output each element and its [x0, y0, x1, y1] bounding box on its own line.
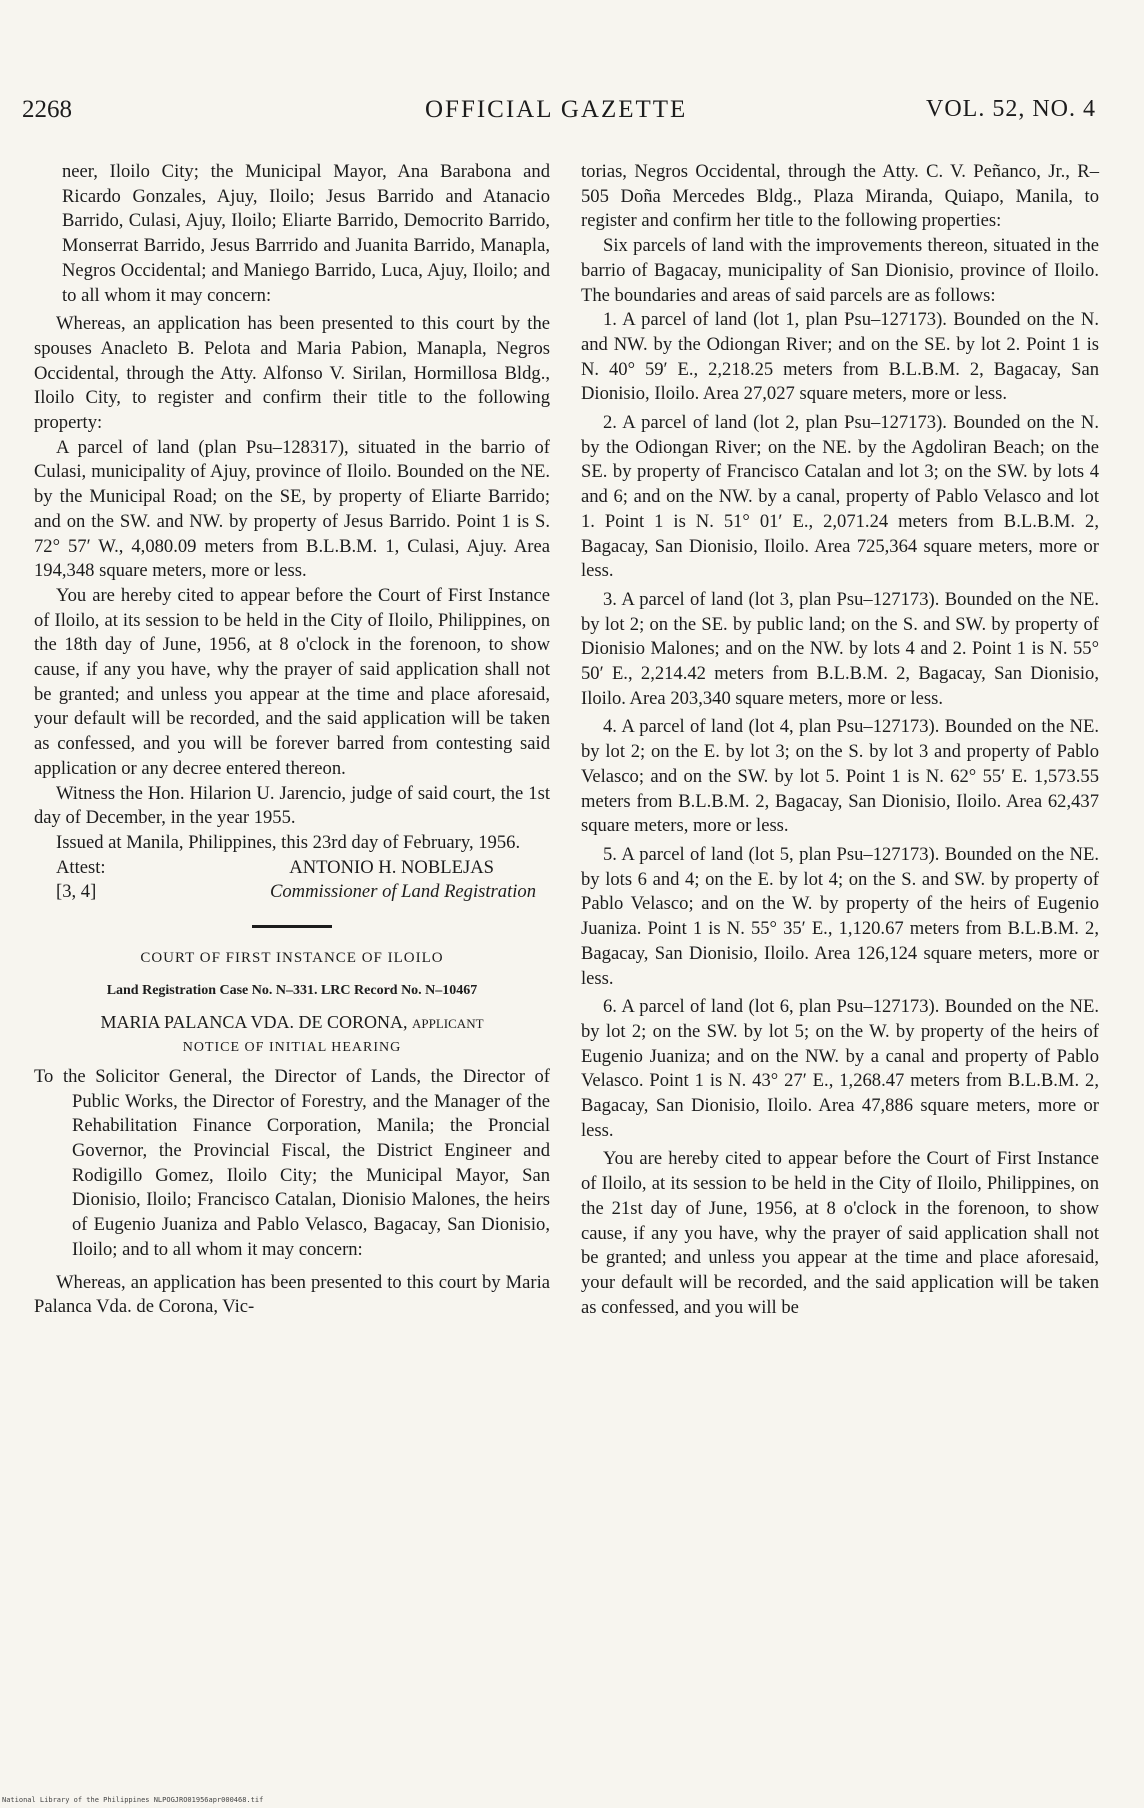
scan-footer: National Library of the Philippines NLPOGJRO01956apr000468.tif — [2, 1796, 264, 1804]
whereas-second: Whereas, an application has been presented to this court by Maria Palanca Vda. de Corona, Vic- — [34, 1271, 550, 1318]
page-header — [0, 96, 1144, 136]
lot-5-description: 5. A parcel of land (lot 5, plan Psu–127173). Bounded on the NE. by lots 6 and 4; on the E. by lot 4; on the S. and SW. by property of Pablo Velasco; and on the W. by property of the heirs of Eugenio Juaniza. Point 1 is N. 55° 35′ E., 1,120.67 meters from B.L.B.M. 2, Bagacay, San Dionisio, Iloilo. Area 126,124 square meters, more or less. — [581, 843, 1099, 989]
issued-paragraph: Issued at Manila, Philippines, this 23rd day of February, 1956. — [56, 831, 521, 853]
volume-number: VOL. 52, NO. 4 — [926, 96, 1096, 122]
attest-line — [34, 856, 550, 881]
section-divider — [252, 925, 332, 928]
court-heading: COURT OF FIRST INSTANCE OF ILOILO — [140, 950, 444, 967]
lot-6-description: 6. A parcel of land (lot 6, plan Psu–127173). Bounded on the NE. by lot 2; on the SW. by lot 5; on the W. by property of the heirs of Eugenio Juaniza; and on the NW. by a canal and property of Pablo Velasco. Point 1 is N. 43° 27′ E., 1,268.47 meters from B.L.B.M. 2, Bagacay, San Dionisio, Iloilo. Area 47,886 square meters, more or less. — [581, 996, 1099, 1141]
attest-title: Commissioner of Land Registration — [269, 881, 536, 903]
notice-heading: NOTICE OF INITIAL HEARING — [182, 1040, 402, 1056]
lot-3-description: 3. A parcel of land (lot 3, plan Psu–127173). Bounded on the NE. by lot 2; on the SE. by public land; on the S. and SW. by property of Dionisio Malones; and on the NW. by lots 4 and 2. Point 1 is N. 55° 50′ E., 2,214.42 meters from B.L.B.M. 2, Bagacay, San Dionisio, Iloilo. Area 203,340 square meters, more or less. — [581, 588, 1099, 709]
whereas-paragraph: Whereas, an application has been presented to this court by the spouses Anacleto B. Pelota and Maria Pabion, Manapla, Negros Occidental, through the Atty. Alfonso V. Sirilan, Hormillosa Bldg., Iloilo City, to register and confirm their title to the following property: — [34, 313, 550, 434]
addressee-continuation: neer, Iloilo City; the Municipal Mayor, Ana Barabona and Ricardo Gonzales, Ajuy, Iloilo; Jesus Barrido and Atanacio Barrido, Culasi, Ajuy, Iloilo; Eliarte Barrido, Democrito Barrido, Monserrat Barrido, Jesus Barrrido and Juanita Barrido, Manapla, Negros Occidental; and Maniego Barrido, Luca, Ajuy, Iloilo; and to all whom it may concern: — [62, 161, 550, 306]
attest-name: ANTONIO H. NOBLEJAS — [289, 856, 494, 878]
parcels-intro: Six parcels of land with the improvements thereon, situated in the barrio of Bagacay, municipality of San Dionisio, province of Iloilo. The boundaries and areas of said parcels are as follows: — [581, 235, 1099, 306]
attest-label: Attest: — [56, 856, 106, 878]
citation-paragraph-2: You are hereby cited to appear before the Court of First Instance of Iloilo, at its session to be held in the City of Iloilo, Philippines, on the 21st day of June, 1956, at 8 o'clock in the forenoon, to show cause, if any you have, why the prayer of said application shall not be granted; and unless you appear at the time and place aforesaid, your default will be recorded, and the said application will be taken as confessed, and you will be — [581, 1148, 1099, 1318]
applicant-heading: MARIA PALANCA VDA. DE CORONA, applicant — [100, 1011, 484, 1032]
left-column — [34, 160, 550, 1320]
applicant-continuation: torias, Negros Occidental, through the Atty. C. V. Peñanco, Jr., R–505 Doña Mercedes Bldg., Plaza Miranda, Quiapo, Manila, to register and confirm her title to the following properties: — [581, 161, 1099, 232]
issue-reference: [3, 4] — [56, 881, 97, 903]
lot-4-description: 4. A parcel of land (lot 4, plan Psu–127173). Bounded on the NE. by lot 2; on the E. by lot 3; on the S. by lot 3 and property of Pablo Velasco; and on the SW. by lot 5. Point 1 is N. 62° 55′ E. 1,573.55 meters from B.L.B.M. 2, Bagacay, San Dionisio, Iloilo. Area 62,437 square meters, more or less. — [581, 716, 1099, 837]
witness-paragraph: Witness the Hon. Hilarion U. Jarencio, judge of said court, the 1st day of December, in the year 1955. — [34, 782, 550, 829]
lot-1-description: 1. A parcel of land (lot 1, plan Psu–127173). Bounded on the N. and NW. by the Odiongan River; and on the SE. by lot 2. Point 1 is N. 40° 59′ E., 2,218.25 meters from B.L.B.M. 2, Bagacay, San Dionisio, Iloilo. Area 27,027 square meters, more or less. — [581, 309, 1099, 405]
property-paragraph: A parcel of land (plan Psu–128317), situated in the barrio of Culasi, municipality of Ajuy, province of Iloilo. Bounded on the NE. by the Municipal Road; on the SE, by property of Eliarte Barrido; and on the SW. and NW. by property of Jesus Barrido. Point 1 is S. 72° 57′ W., 4,080.09 meters from B.L.B.M. 1, Culasi, Ajuy. Area 194,348 square meters, more or less. — [34, 436, 550, 582]
lot-2-description: 2. A parcel of land (lot 2, plan Psu–127173). Bounded on the N. by the Odiongan River; on the NE. by the Agdoliran Beach; on the SE. by property of Francisco Catalan and lot 3; on the SW. by lots 4 and 6; and on the NW. by a canal, property of Pablo Velasco and lot 1. Point 1 is N. 51° 01′ E., 2,071.24 meters from B.L.B.M. 2, Bagacay, San Dionisio, Iloilo. Area 725,364 square meters, more or less. — [581, 412, 1099, 582]
right-column — [581, 160, 1099, 1320]
attest-title-line — [34, 880, 550, 905]
case-number: Land Registration Case No. N–331. LRC Record No. N–10467 — [106, 982, 478, 998]
publication-title: OFFICIAL GAZETTE — [425, 96, 688, 123]
page-number: 2268 — [22, 96, 72, 123]
citation-paragraph: You are hereby cited to appear before the Court of First Instance of Iloilo, at its session to be held in the City of Iloilo, Philippines, on the 18th day of June, 1956, at 8 o'clock in the forenoon, to show cause, if any you have, why the prayer of said application shall not be granted; and unless you appear at the time and place aforesaid, your default will be recorded, and the said application will be taken as confessed, and you will be forever barred from contesting said application or any decree entered thereon. — [34, 584, 550, 779]
to-addressees: To the Solicitor General, the Director of Lands, the Director of Public Works, the Director of Forestry, and the Manager of the Rehabilitation Finance Corporation, Manila; the Proncial Governor, the Provincial Fiscal, the District Engineer and Rodigillo Gomez, Iloilo City; the Municipal Mayor, San Dionisio, Iloilo; Francisco Catalan, Dionisio Malones, the heirs of Eugenio Juaniza and Pablo Velasco, Bagacay, San Dionisio, Iloilo; and to all whom it may concern: — [34, 1065, 550, 1260]
